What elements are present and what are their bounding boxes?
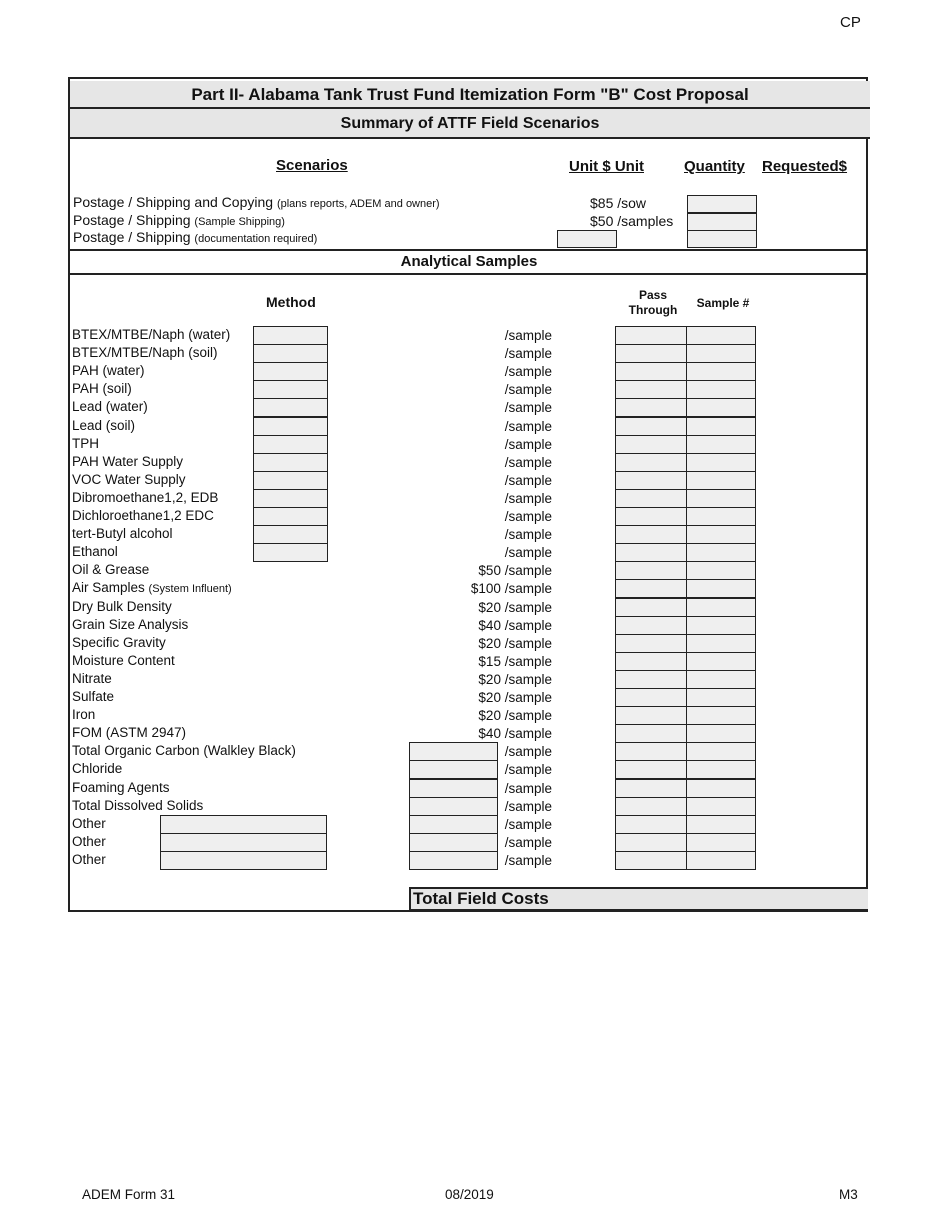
sample-unit-price [410, 345, 552, 363]
method-label: Specific Gravity [72, 635, 166, 650]
sample-unit: /sample [504, 835, 552, 850]
postage-note: (Sample Shipping) [194, 216, 285, 228]
sample-row [72, 706, 95, 724]
method-label: BTEX/MTBE/Naph (water) [72, 327, 231, 342]
sample-row [72, 489, 218, 507]
method-input[interactable] [253, 417, 328, 436]
sample-unit: /sample [504, 364, 552, 379]
sample-unit-price [410, 472, 552, 490]
method-input[interactable] [253, 453, 328, 472]
sample-price: $20 [478, 708, 501, 723]
method-header: Method [266, 294, 316, 310]
postage-note: (documentation required) [194, 233, 318, 245]
pass-through-input[interactable] [615, 652, 687, 671]
sample-number-input[interactable] [686, 435, 756, 454]
sample-unit-price [410, 399, 552, 417]
requested-header: Requested$ [762, 158, 848, 175]
method-input[interactable] [253, 435, 328, 454]
pass-through-input[interactable] [615, 344, 687, 363]
sample-unit-price [410, 580, 552, 598]
sample-number-input[interactable] [686, 344, 756, 363]
sample-unit-price [410, 454, 552, 472]
quantity-input[interactable] [687, 230, 757, 248]
method-label: PAH (soil) [72, 381, 132, 396]
sample-price: $50 [478, 563, 501, 578]
postage-label: Postage / Shipping [73, 212, 191, 228]
sample-number-input[interactable] [686, 742, 756, 761]
other-method-input[interactable] [160, 833, 327, 852]
pass-through-input[interactable] [615, 380, 687, 399]
method-input[interactable] [253, 543, 328, 562]
pass-through-input[interactable] [615, 797, 687, 816]
sample-number-input[interactable] [686, 652, 756, 671]
price-input[interactable] [409, 760, 498, 779]
sample-unit-price [410, 381, 552, 399]
sample-number-input[interactable] [686, 543, 756, 562]
sample-unit-price [410, 363, 552, 381]
method-label: BTEX/MTBE/Naph (soil) [72, 345, 218, 360]
sample-unit: /sample [504, 672, 552, 687]
postage-unit-input[interactable] [557, 230, 617, 248]
total-field-costs-label: Total Field Costs [409, 887, 868, 911]
pass-through-input[interactable] [615, 398, 687, 417]
postage-unit-price: $50 /samples [590, 213, 674, 229]
method-label: Other [72, 834, 106, 849]
sample-row [72, 417, 135, 435]
method-label: Grain Size Analysis [72, 617, 189, 632]
sample-row [72, 453, 183, 471]
method-label: Dibromoethane1,2, EDB [72, 490, 219, 505]
method-label: Dichloroethane1,2 EDC [72, 508, 214, 523]
footer-page-number: M3 [839, 1187, 858, 1202]
sample-number-input[interactable] [686, 760, 756, 779]
method-input[interactable] [253, 380, 328, 399]
sample-unit: /sample [504, 346, 552, 361]
method-label: Total Organic Carbon (Walkley Black) [72, 743, 296, 758]
sample-unit-price [410, 544, 552, 562]
pass-through-input[interactable] [615, 724, 687, 743]
sample-unit: /sample [504, 400, 552, 415]
sample-unit: /sample [504, 527, 552, 542]
postage-unit-price: $85 /sow [590, 195, 647, 211]
sample-row [72, 797, 203, 815]
sample-price: $20 [478, 690, 501, 705]
sample-unit: /sample [504, 654, 552, 669]
sample-unit: /sample [504, 328, 552, 343]
method-label: Moisture Content [72, 653, 175, 668]
postage-row [73, 194, 440, 210]
pass-through-input[interactable] [615, 706, 687, 725]
sample-unit: /sample [504, 455, 552, 470]
sample-unit-price [410, 635, 552, 653]
method-label: Chloride [72, 761, 123, 776]
method-input[interactable] [253, 398, 328, 417]
method-label: Iron [72, 707, 96, 722]
sample-row [72, 525, 173, 543]
sample-number-input[interactable] [686, 326, 756, 345]
pass-through-input[interactable] [615, 453, 687, 472]
postage-label: Postage / Shipping [73, 229, 191, 245]
quantity-header: Quantity [684, 158, 745, 175]
method-label: Oil & Grease [72, 562, 150, 577]
pass-through-input[interactable] [615, 507, 687, 526]
method-label: Dry Bulk Density [72, 599, 172, 614]
pass-through-input[interactable] [615, 471, 687, 490]
sample-number-input[interactable] [686, 471, 756, 490]
sample-unit: /sample [504, 708, 552, 723]
pass-through-input[interactable] [615, 760, 687, 779]
sample-unit-price [410, 707, 552, 725]
sample-unit: /sample [504, 762, 552, 777]
method-label: Lead (water) [72, 399, 148, 414]
sample-unit-price [410, 490, 552, 508]
price-input[interactable] [409, 742, 498, 761]
sample-unit: /sample [504, 853, 552, 868]
sample-row [72, 507, 214, 525]
footer-form-number: ADEM Form 31 [82, 1187, 176, 1202]
sample-unit: /sample [504, 545, 552, 560]
sample-unit-price [410, 436, 552, 454]
sample-unit-price [410, 617, 552, 635]
pass-through-input[interactable] [615, 616, 687, 635]
pass-through-input[interactable] [615, 851, 687, 870]
pass-through-input[interactable] [615, 489, 687, 508]
sample-unit: /sample [504, 437, 552, 452]
footer-date: 08/2019 [445, 1187, 494, 1202]
sample-price: $20 [478, 600, 501, 615]
sample-row [72, 634, 166, 652]
sample-price: $40 [478, 726, 501, 741]
sample-unit: /sample [504, 799, 552, 814]
price-input[interactable] [409, 851, 498, 870]
pass-through-input[interactable] [615, 833, 687, 852]
pass-through-input[interactable] [615, 688, 687, 707]
sample-row [72, 380, 132, 398]
method-label: Other [72, 852, 106, 867]
sample-number-input[interactable] [686, 525, 756, 544]
sample-unit-price [410, 599, 552, 617]
divider [70, 273, 868, 275]
pass-through-input[interactable] [615, 561, 687, 580]
price-input[interactable] [409, 779, 498, 798]
sample-row [72, 724, 186, 742]
sample-number-input[interactable] [686, 634, 756, 653]
method-input[interactable] [253, 489, 328, 508]
sample-unit: /sample [504, 781, 552, 796]
sample-number-input[interactable] [686, 507, 756, 526]
sample-row [72, 742, 296, 760]
pass-through-input[interactable] [615, 779, 687, 798]
quantity-input[interactable] [687, 195, 757, 213]
sample-unit-price [410, 418, 552, 436]
sample-number-input[interactable] [686, 670, 756, 689]
sample-row [72, 851, 106, 869]
pass-through-input[interactable] [615, 579, 687, 598]
sample-number-input[interactable] [686, 561, 756, 580]
postage-note: (plans reports, ADEM and owner) [276, 198, 440, 210]
sample-row [72, 760, 122, 778]
pass-through-input[interactable] [615, 543, 687, 562]
pass-through-input[interactable] [615, 815, 687, 834]
sample-number-input[interactable] [686, 598, 756, 617]
sample-unit: /sample [504, 817, 552, 832]
sample-unit: /sample [504, 419, 552, 434]
sample-number-input[interactable] [686, 380, 756, 399]
sample-row [72, 435, 99, 453]
sample-row [72, 344, 218, 362]
sample-row [72, 362, 145, 380]
sample-price: $20 [478, 636, 501, 651]
sample-number-input[interactable] [686, 616, 756, 635]
sample-unit-price [410, 689, 552, 707]
sample-unit-price [410, 508, 552, 526]
sample-price: $100 [470, 581, 501, 596]
sample-row [72, 833, 106, 851]
method-input[interactable] [253, 525, 328, 544]
sample-row [72, 815, 106, 833]
sample-row [72, 598, 172, 616]
sample-unit: /sample [504, 600, 552, 615]
form-subtitle: Summary of ATTF Field Scenarios [70, 109, 870, 139]
method-label: PAH Water Supply [72, 454, 184, 469]
pass-through-input[interactable] [615, 417, 687, 436]
price-input[interactable] [409, 815, 498, 834]
sample-number-input[interactable] [686, 489, 756, 508]
sample-unit-price [410, 562, 552, 580]
postage-row [73, 229, 317, 245]
method-note: (System Influent) [148, 583, 232, 595]
method-input[interactable] [253, 507, 328, 526]
method-label: tert-Butyl alcohol [72, 526, 173, 541]
other-method-input[interactable] [160, 815, 327, 834]
price-input[interactable] [409, 797, 498, 816]
method-label: PAH (water) [72, 363, 145, 378]
sample-unit: /sample [504, 563, 552, 578]
pass-through-input[interactable] [615, 362, 687, 381]
scenarios-header: Scenarios [276, 157, 348, 174]
sample-unit: /sample [504, 382, 552, 397]
sample-unit-price [410, 526, 552, 544]
sample-row [72, 688, 114, 706]
sample-number-input[interactable] [686, 417, 756, 436]
method-label: Nitrate [72, 671, 112, 686]
sample-number-input[interactable] [686, 833, 756, 852]
sample-unit: /sample [504, 581, 552, 596]
method-label: Lead (soil) [72, 418, 136, 433]
pass-through-header: Pass Through [628, 288, 678, 317]
sample-number-input[interactable] [686, 453, 756, 472]
sample-unit: /sample [504, 636, 552, 651]
form-title: Part II- Alabama Tank Trust Fund Itemization Form "B" Cost Proposal [70, 81, 870, 109]
method-label: Sulfate [72, 689, 115, 704]
sample-number-input[interactable] [686, 362, 756, 381]
postage-row [73, 212, 285, 228]
sample-price: $15 [478, 654, 501, 669]
method-input[interactable] [253, 344, 328, 363]
pass-through-input[interactable] [615, 634, 687, 653]
analytical-samples-title: Analytical Samples [400, 253, 538, 270]
corner-code: CP [840, 14, 861, 31]
sample-number-input[interactable] [686, 815, 756, 834]
sample-number-input[interactable] [686, 797, 756, 816]
sample-price: $20 [478, 672, 501, 687]
sample-row [72, 779, 170, 797]
sample-unit-price [410, 725, 552, 743]
method-input[interactable] [253, 326, 328, 345]
sample-number-input[interactable] [686, 851, 756, 870]
pass-through-input[interactable] [615, 742, 687, 761]
pass-through-input[interactable] [615, 326, 687, 345]
method-label: FOM (ASTM 2947) [72, 725, 187, 740]
quantity-input[interactable] [687, 213, 757, 231]
sample-unit: /sample [504, 491, 552, 506]
sample-number-input[interactable] [686, 688, 756, 707]
sample-unit: /sample [504, 744, 552, 759]
sample-row [72, 326, 230, 344]
postage-label: Postage / Shipping and Copying [73, 194, 274, 210]
sample-number-input[interactable] [686, 398, 756, 417]
sample-row [72, 561, 149, 579]
sample-unit: /sample [504, 618, 552, 633]
sample-number-input[interactable] [686, 779, 756, 798]
method-input[interactable] [253, 471, 328, 490]
method-label: Foaming Agents [72, 780, 170, 795]
sample-unit-price [410, 671, 552, 689]
pass-through-input[interactable] [615, 435, 687, 454]
other-method-input[interactable] [160, 851, 327, 870]
sample-number-header: Sample # [696, 296, 750, 310]
sample-unit: /sample [504, 726, 552, 741]
price-input[interactable] [409, 833, 498, 852]
method-input[interactable] [253, 362, 328, 381]
method-label: Air Samples [72, 580, 145, 595]
sample-row [72, 543, 118, 561]
method-label: Other [72, 816, 106, 831]
sample-unit: /sample [504, 509, 552, 524]
pass-through-input[interactable] [615, 525, 687, 544]
sample-unit-price [410, 653, 552, 671]
sample-row [72, 652, 175, 670]
method-label: Total Dissolved Solids [72, 798, 204, 813]
sample-number-input[interactable] [686, 579, 756, 598]
sample-unit: /sample [504, 473, 552, 488]
sample-row [72, 398, 148, 416]
sample-number-input[interactable] [686, 724, 756, 743]
sample-price: $40 [478, 618, 501, 633]
sample-unit-price [410, 327, 552, 345]
sample-unit: /sample [504, 690, 552, 705]
sample-number-input[interactable] [686, 706, 756, 725]
sample-row [72, 670, 112, 688]
unit-price-header: Unit $ Unit [569, 158, 644, 175]
pass-through-input[interactable] [615, 670, 687, 689]
sample-row [72, 579, 232, 597]
pass-through-input[interactable] [615, 598, 687, 617]
method-label: Ethanol [72, 544, 118, 559]
sample-row [72, 471, 186, 489]
sample-row [72, 616, 188, 634]
method-label: TPH [72, 436, 99, 451]
method-label: VOC Water Supply [72, 472, 186, 487]
